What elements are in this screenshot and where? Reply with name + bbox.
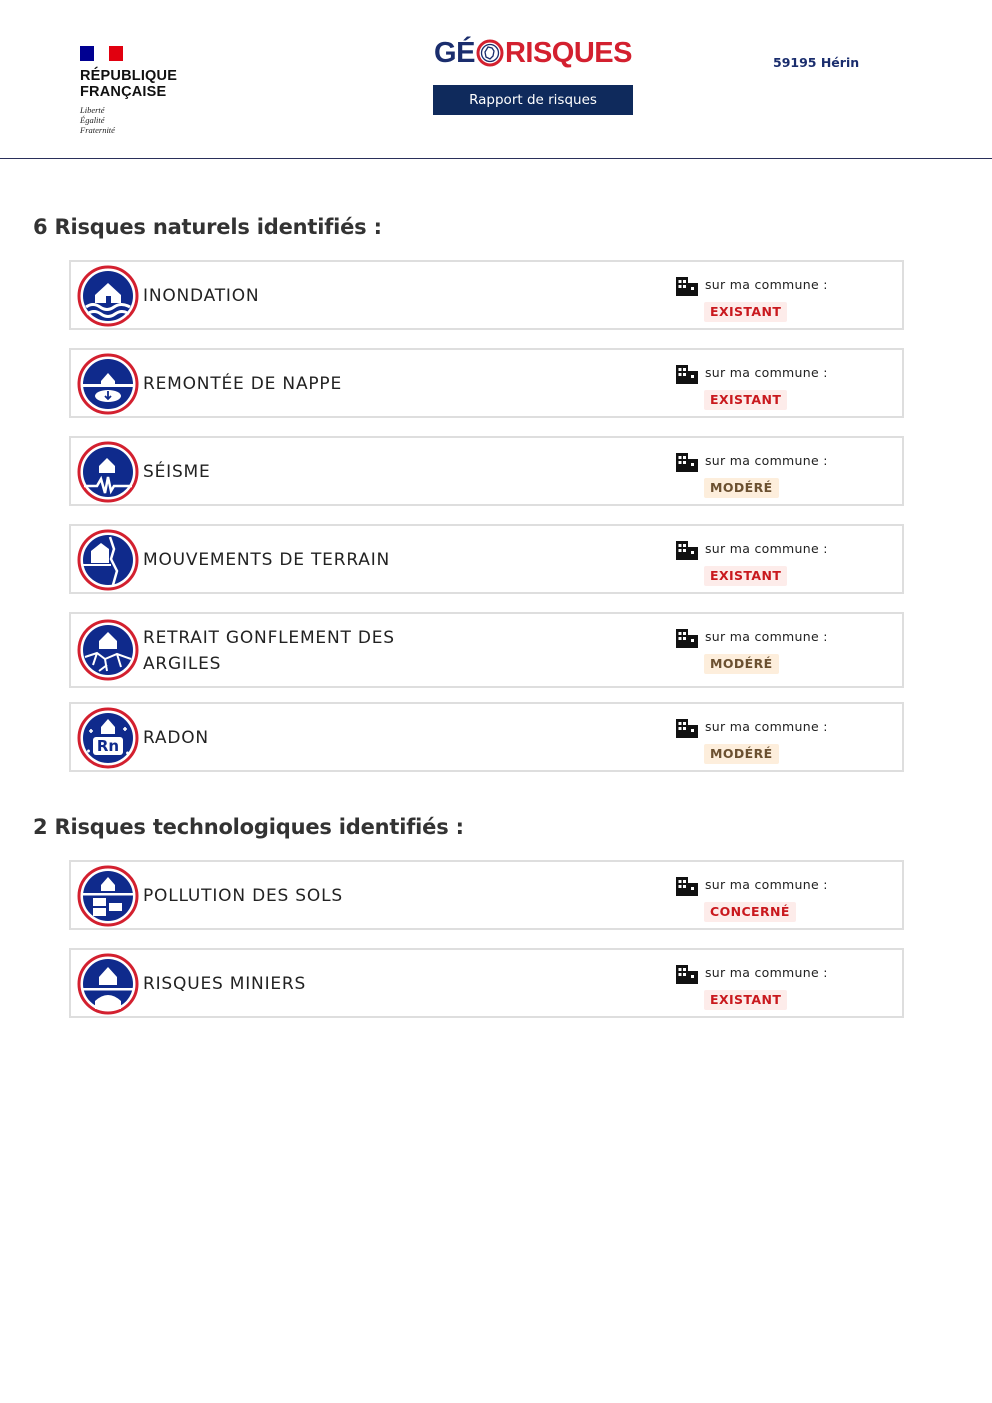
georisques-brand — [433, 36, 633, 108]
building-icon — [675, 540, 699, 560]
georisques-logo — [433, 36, 633, 70]
risk-card-radon[interactable] — [69, 702, 904, 772]
devise-egalite: Égalité — [80, 115, 105, 125]
clay-shrink-swell-icon — [77, 619, 139, 681]
scope-label: sur ma commune : — [705, 277, 828, 292]
risk-name: RISQUES MINIERS — [143, 974, 307, 994]
republic-line-1: RÉPUBLIQUE — [80, 68, 178, 84]
risk-card-mouvements-de-terrain[interactable] — [69, 524, 904, 594]
scope-label: sur ma commune : — [705, 629, 828, 644]
commune-label: 59195 Hérin — [773, 55, 860, 70]
mining-icon — [77, 953, 139, 1015]
status-badge: EXISTANT — [704, 390, 787, 410]
scope-label: sur ma commune : — [705, 541, 828, 556]
building-icon — [675, 628, 699, 648]
technological-risks-title: 2 Risques technologiques identifiés : — [33, 815, 464, 839]
status-badge: EXISTANT — [704, 302, 787, 322]
status-badge: EXISTANT — [704, 990, 787, 1010]
flood-icon — [77, 265, 139, 327]
risk-card-remontee-de-nappe[interactable] — [69, 348, 904, 418]
page-header — [0, 0, 992, 159]
risk-name: SÉISME — [143, 462, 211, 482]
scope-label: sur ma commune : — [705, 365, 828, 380]
status-badge: CONCERNÉ — [704, 902, 796, 922]
risk-card-retrait-gonflement-argiles[interactable] — [69, 612, 904, 688]
french-flag-icon — [80, 46, 123, 61]
devise-liberte: Liberté — [80, 105, 105, 115]
brand-ge: GÉ — [434, 37, 475, 69]
building-icon — [675, 364, 699, 384]
devise — [80, 105, 200, 135]
republic-line-2: FRANÇAISE — [80, 84, 167, 100]
risk-name-line-1: RETRAIT GONFLEMENT DES — [143, 628, 395, 648]
radon-symbol: Rn — [96, 737, 120, 755]
republique-francaise-logo — [80, 46, 200, 135]
building-icon — [675, 276, 699, 296]
soil-pollution-icon — [77, 865, 139, 927]
risk-card-risques-miniers[interactable] — [69, 948, 904, 1018]
scope-label: sur ma commune : — [705, 877, 828, 892]
radon-icon — [77, 707, 139, 769]
status-badge: MODÉRÉ — [704, 654, 779, 674]
risk-card-inondation[interactable] — [69, 260, 904, 330]
risk-name — [143, 625, 395, 677]
scope-label: sur ma commune : — [705, 965, 828, 980]
status-badge: MODÉRÉ — [704, 478, 779, 498]
building-icon — [675, 964, 699, 984]
status-badge: EXISTANT — [704, 566, 787, 586]
building-icon — [675, 452, 699, 472]
risk-name: RADON — [143, 728, 209, 748]
devise-fraternite: Fraternité — [80, 125, 115, 135]
building-icon — [675, 718, 699, 738]
building-icon — [675, 876, 699, 896]
risk-name-line-2: ARGILES — [143, 654, 222, 674]
report-subtitle: Rapport de risques — [433, 85, 633, 115]
natural-risks-title: 6 Risques naturels identifiés : — [33, 215, 382, 239]
risk-name: POLLUTION DES SOLS — [143, 886, 343, 906]
scope-label: sur ma commune : — [705, 719, 828, 734]
landslide-icon — [77, 529, 139, 591]
risk-card-pollution-des-sols[interactable] — [69, 860, 904, 930]
risk-name: MOUVEMENTS DE TERRAIN — [143, 550, 391, 570]
brand-france-icon — [476, 39, 504, 67]
scope-label: sur ma commune : — [705, 453, 828, 468]
brand-risques: RISQUES — [504, 37, 632, 69]
risk-name: REMONTÉE DE NAPPE — [143, 374, 343, 394]
status-badge: MODÉRÉ — [704, 744, 779, 764]
groundwater-icon — [77, 353, 139, 415]
risk-card-seisme[interactable] — [69, 436, 904, 506]
risk-name: INONDATION — [143, 286, 260, 306]
earthquake-icon — [77, 441, 139, 503]
